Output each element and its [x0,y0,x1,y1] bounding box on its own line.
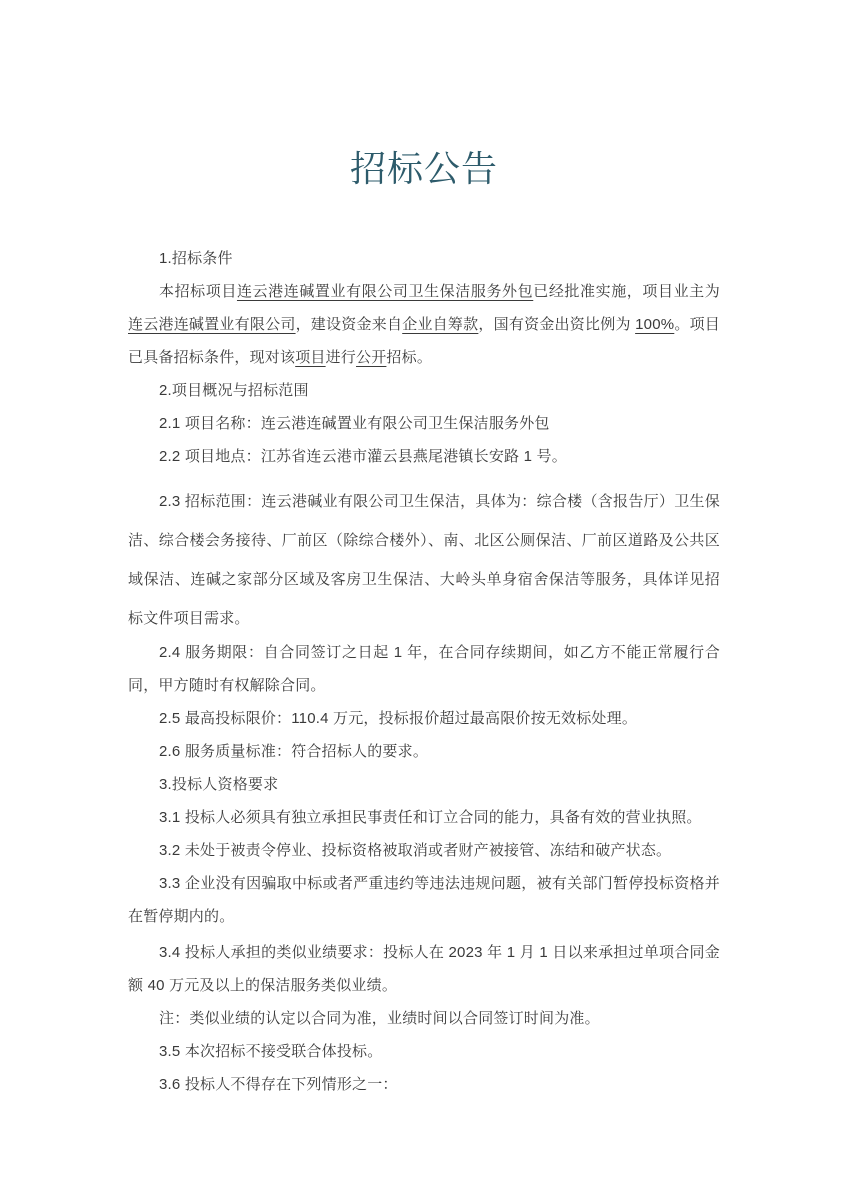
project-location-item [128,440,720,473]
text-run: 3.5 本次招标不接受联合体投标。 [159,1043,383,1060]
qualification-item-3-3 [128,867,720,933]
project-overview-heading [128,374,720,407]
qualification-item-3-1 [128,801,720,834]
text-run: 3.3 企业没有因骗取中标或者严重违约等违法违规问题，被有关部门暂停投标资格并在暂停期内的。 [128,875,720,925]
text-run: 。项目已具备招标条件，现对该 [128,316,720,366]
underlined-text: 项目 [295,349,326,366]
text-run: 3.1 投标人必须具有独立承担民事责任和订立合同的能力，具备有效的营业执照。 [159,809,702,826]
performance-note [128,1002,720,1035]
bidding-scope-item [128,482,720,638]
max-bid-price-item [128,702,720,735]
service-term-item [128,636,720,702]
underlined-text: 连云港连碱置业有限公司卫生保洁服务外包 [236,283,534,300]
text-run: 2.项目概况与招标范围 [159,382,309,399]
text-run: 已经批准实施，项目业主为 [533,283,720,300]
service-quality-item [128,735,720,768]
text-run: 2.1 项目名称：连云港连碱置业有限公司卫生保洁服务外包 [159,415,550,432]
project-name-item [128,407,720,440]
text-run: 3.2 未处于被责令停业、投标资格被取消或者财产被接管、冻结和破产状态。 [159,842,672,859]
document-body [128,242,720,1101]
qualification-item-3-2 [128,834,720,867]
text-run: 2.3 招标范围：连云港碱业有限公司卫生保洁，具体为：综合楼（含报告厅）卫生保洁、综合楼会务接待、厂前区（除综合楼外）、南、北区公厕保洁、厂前区道路及公共区域保洁、连碱之家部分区域及客房卫生保洁、大岭头单身宿舍保洁等服务，具体详见招标文件项目需求。 [128,493,720,627]
underlined-text: 企业自筹款 [402,316,479,333]
qualification-item-3-4 [128,936,720,1002]
text-run: 3.4 投标人承担的类似业绩要求：投标人在 2023 年 1 月 1 日以来承担过单项合同金额 40 万元及以上的保洁服务类似业绩。 [128,944,720,994]
underlined-text: 连云港连碱置业有限公司 [128,316,296,333]
text-run: 2.6 服务质量标准：符合招标人的要求。 [159,743,429,760]
text-run: 2.5 最高投标限价：110.4 万元，投标报价超过最高限价按无效标处理。 [159,710,638,727]
text-run: 3.投标人资格要求 [159,776,279,793]
qualification-item-3-6 [128,1068,720,1101]
underlined-text: 100% [635,316,675,333]
text-run: 招标。 [386,349,433,366]
text-run: 注：类似业绩的认定以合同为准，业绩时间以合同签订时间为准。 [159,1010,600,1027]
text-run: 2.2 项目地点：江苏省连云港市灌云县燕尾港镇长安路 1 号。 [159,448,567,465]
page-title: 招标公告 [349,148,498,189]
bidder-qualification-heading [128,768,720,801]
text-run: ，国有资金出资比例为 [478,316,636,333]
text-run: 本招标项目 [159,283,237,300]
text-run: 2.4 服务期限：自合同签订之日起 1 年，在合同存续期间，如乙方不能正常履行合同，甲方随时有权解除合同。 [128,644,720,694]
text-run: ，建设资金来自 [295,316,403,333]
bidding-conditions-heading [128,242,720,275]
qualification-item-3-5 [128,1035,720,1068]
bidding-conditions-paragraph [128,275,720,374]
text-run: 1.招标条件 [159,250,233,267]
text-run: 进行 [325,349,357,366]
underlined-text: 公开 [356,349,387,366]
text-run: 3.6 投标人不得存在下列情形之一： [159,1076,398,1093]
